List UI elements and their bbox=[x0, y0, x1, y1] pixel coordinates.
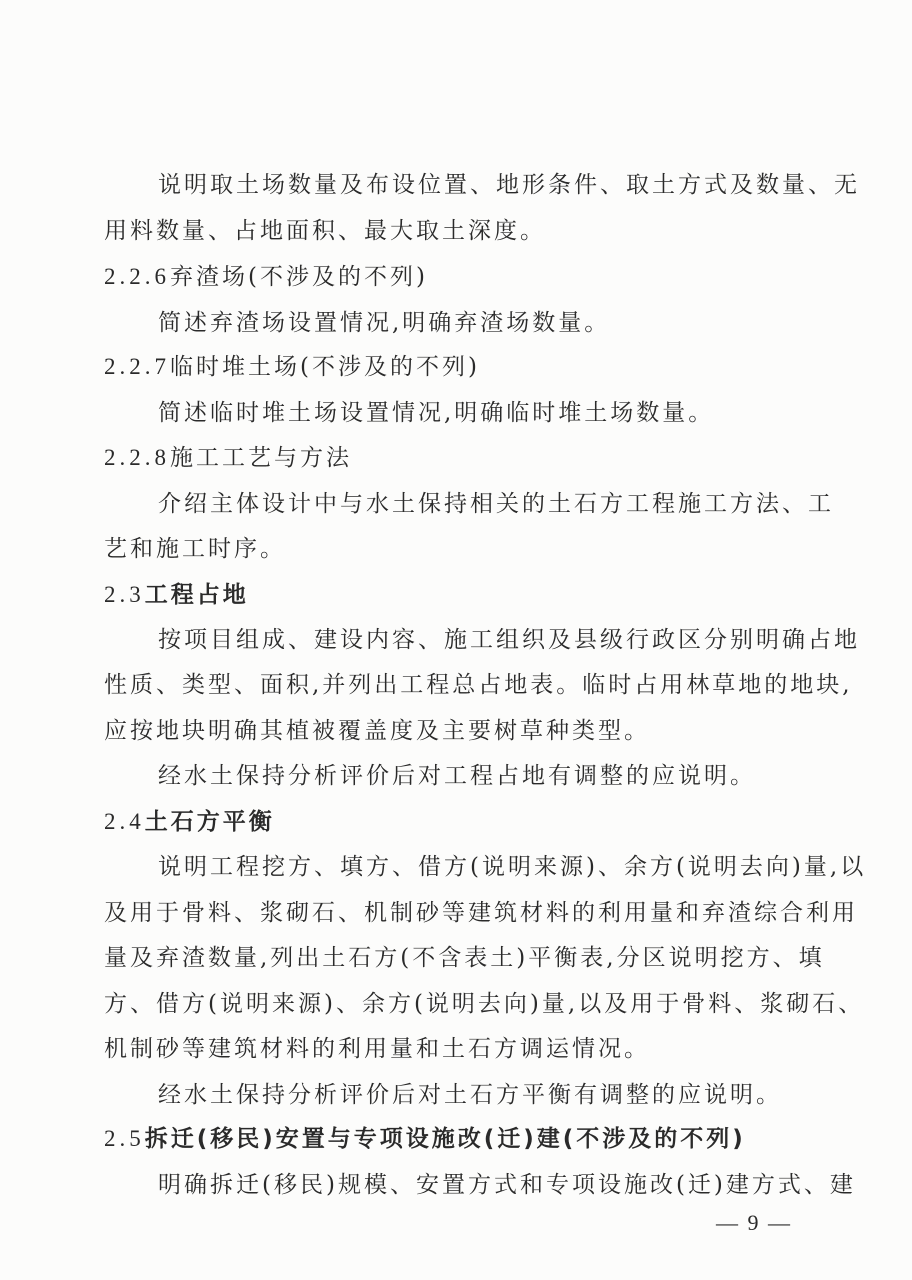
paragraph-line: 说明工程挖方、填方、借方(说明来源)、余方(说明去向)量,以 bbox=[158, 854, 867, 880]
section-number: 2.5 bbox=[104, 1126, 145, 1151]
paragraph-line: 说明取土场数量及布设位置、地形条件、取土方式及数量、无 bbox=[158, 172, 860, 198]
section-heading-2-2-7 bbox=[104, 352, 480, 382]
section-heading-2-2-6 bbox=[104, 262, 428, 292]
section-number: 2.2.7 bbox=[104, 354, 170, 379]
paragraph-line: 经水土保持分析评价后对土石方平衡有调整的应说明。 bbox=[158, 1082, 782, 1108]
section-heading-2-4 bbox=[104, 807, 275, 837]
section-number: 2.2.6 bbox=[104, 264, 170, 289]
paragraph-line: 简述弃渣场设置情况,明确弃渣场数量。 bbox=[158, 310, 611, 336]
section-heading-2-3 bbox=[104, 580, 249, 610]
paragraph-line: 经水土保持分析评价后对工程占地有调整的应说明。 bbox=[158, 763, 756, 789]
section-title: 施工工艺与方法 bbox=[170, 445, 352, 471]
paragraph-line: 按项目组成、建设内容、施工组织及县级行政区分别明确占地 bbox=[158, 627, 860, 653]
section-title: 工程占地 bbox=[144, 582, 249, 608]
section-heading-2-5 bbox=[104, 1124, 746, 1154]
paragraph-line: 简述临时堆土场设置情况,明确临时堆土场数量。 bbox=[158, 400, 715, 426]
section-number: 2.4 bbox=[104, 809, 145, 834]
paragraph-line: 机制砂等建筑材料的利用量和土石方调运情况。 bbox=[104, 1036, 650, 1062]
section-heading-2-2-8 bbox=[104, 443, 352, 473]
paragraph-line: 及用于骨料、浆砌石、机制砂等建筑材料的利用量和弃渣综合利用 bbox=[104, 900, 858, 926]
page-number: — 9 — bbox=[716, 1210, 792, 1235]
section-title: 弃渣场(不涉及的不列) bbox=[170, 264, 428, 290]
section-title: 拆迁(移民)安置与专项设施改(迁)建(不涉及的不列) bbox=[144, 1126, 746, 1152]
paragraph-line: 介绍主体设计中与水土保持相关的土石方工程施工方法、工 bbox=[158, 491, 834, 517]
paragraph-line: 量及弃渣数量,列出土石方(不含表土)平衡表,分区说明挖方、填 bbox=[104, 945, 825, 971]
section-number: 2.3 bbox=[104, 582, 145, 607]
section-title: 临时堆土场(不涉及的不列) bbox=[170, 354, 480, 380]
paragraph-line: 明确拆迁(移民)规模、安置方式和专项设施改(迁)建方式、建 bbox=[158, 1172, 856, 1198]
section-number: 2.2.8 bbox=[104, 445, 170, 470]
paragraph-line: 艺和施工时序。 bbox=[104, 536, 286, 562]
paragraph-line: 应按地块明确其植被覆盖度及主要树草种类型。 bbox=[104, 718, 650, 744]
paragraph-line: 用料数量、占地面积、最大取土深度。 bbox=[104, 218, 546, 244]
section-title: 土石方平衡 bbox=[144, 809, 275, 835]
paragraph-line: 性质、类型、面积,并列出工程总占地表。临时占用林草地的地块, bbox=[104, 672, 853, 698]
paragraph-line: 方、借方(说明来源)、余方(说明去向)量,以及用于骨料、浆砌石、 bbox=[104, 991, 865, 1017]
